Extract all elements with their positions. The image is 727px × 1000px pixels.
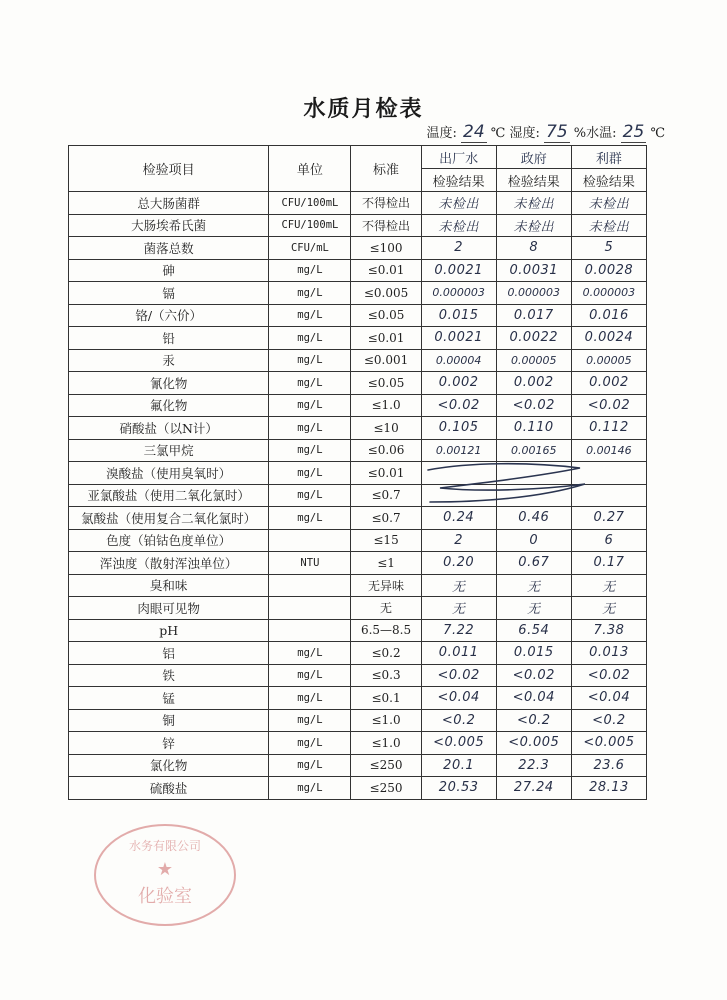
item-name-cell: 镉: [69, 282, 269, 305]
result-cell: 无: [496, 597, 571, 620]
result-cell: 0.015: [421, 304, 496, 327]
result-cell: 0.00165: [496, 439, 571, 462]
result-cell: 28.13: [571, 777, 646, 800]
table-row: [69, 507, 647, 530]
standard-cell: ≤1: [351, 552, 421, 575]
result-cell: 0.016: [571, 304, 646, 327]
standard-cell: ≤0.001: [351, 349, 421, 372]
result-cell: 23.6: [571, 754, 646, 777]
humidity-value: 75: [546, 122, 568, 142]
header-site-outlet: 出厂水: [421, 146, 496, 169]
unit-cell: mg/L: [269, 642, 351, 665]
item-name-cell: 铝: [69, 642, 269, 665]
item-name-cell: 硝酸盐（以N计）: [69, 417, 269, 440]
result-cell: <0.02: [571, 664, 646, 687]
test-conditions: [426, 122, 665, 143]
result-cell: 0.000003: [496, 282, 571, 305]
item-name-cell: 锰: [69, 687, 269, 710]
standard-cell: ≤0.06: [351, 439, 421, 462]
result-cell: 0.002: [421, 372, 496, 395]
table-row: [69, 282, 647, 305]
water-temperature-unit: ℃: [650, 126, 665, 141]
result-cell: 0.20: [421, 552, 496, 575]
standard-cell: ≤0.7: [351, 507, 421, 530]
table-header-row: [69, 146, 647, 169]
table-row: [69, 529, 647, 552]
result-cell: 未检出: [571, 192, 646, 215]
unit-cell: [269, 597, 351, 620]
item-name-cell: pH: [69, 619, 269, 642]
result-cell: <0.02: [421, 664, 496, 687]
water-temperature-value: 25: [622, 122, 645, 142]
unit-cell: mg/L: [269, 439, 351, 462]
result-cell: <0.02: [571, 394, 646, 417]
result-cell: <0.04: [571, 687, 646, 710]
result-cell: <0.04: [421, 687, 496, 710]
result-cell: <0.02: [496, 394, 571, 417]
standard-cell: ≤0.05: [351, 372, 421, 395]
standard-cell: ≤100: [351, 237, 421, 260]
item-name-cell: 铁: [69, 664, 269, 687]
result-cell: 7.22: [421, 619, 496, 642]
item-name-cell: 三氯甲烷: [69, 439, 269, 462]
standard-cell: ≤0.2: [351, 642, 421, 665]
standard-cell: ≤1.0: [351, 732, 421, 755]
unit-cell: mg/L: [269, 484, 351, 507]
result-cell: 0.67: [496, 552, 571, 575]
result-cell: 0.00005: [571, 349, 646, 372]
result-cell: 2: [421, 529, 496, 552]
item-name-cell: 砷: [69, 259, 269, 282]
unit-cell: mg/L: [269, 349, 351, 372]
item-name-cell: 肉眼可见物: [69, 597, 269, 620]
standard-cell: ≤250: [351, 754, 421, 777]
table-row: [69, 259, 647, 282]
unit-cell: mg/L: [269, 259, 351, 282]
result-cell: 0.013: [571, 642, 646, 665]
result-cell: 无: [571, 574, 646, 597]
item-name-cell: 氟化物: [69, 394, 269, 417]
result-cell: 6: [571, 529, 646, 552]
result-cell: <0.2: [571, 709, 646, 732]
header-result-1: 检验结果: [421, 169, 496, 192]
result-cell: 0.011: [421, 642, 496, 665]
table-row: [69, 327, 647, 350]
unit-cell: NTU: [269, 552, 351, 575]
result-cell: 0.0021: [421, 259, 496, 282]
result-cell: 0: [496, 529, 571, 552]
result-cell: 未检出: [496, 214, 571, 237]
result-cell: 0.00121: [421, 439, 496, 462]
standard-cell: ≤0.01: [351, 327, 421, 350]
result-cell: 20.1: [421, 754, 496, 777]
result-cell: 0.46: [496, 507, 571, 530]
result-cell: 0.00146: [571, 439, 646, 462]
result-cell: 0.0031: [496, 259, 571, 282]
standard-cell: ≤1.0: [351, 394, 421, 417]
standard-cell: ≤0.005: [351, 282, 421, 305]
item-name-cell: 色度（铂钴色度单位）: [69, 529, 269, 552]
temperature-unit: ℃: [490, 126, 506, 141]
header-site-government: 政府: [496, 146, 571, 169]
header-result-2: 检验结果: [496, 169, 571, 192]
unit-cell: mg/L: [269, 777, 351, 800]
result-cell: 0.00004: [421, 349, 496, 372]
result-cell: <0.2: [421, 709, 496, 732]
header-site-liqun: 利群: [571, 146, 646, 169]
item-name-cell: 锌: [69, 732, 269, 755]
unit-cell: mg/L: [269, 709, 351, 732]
result-cell: 未检出: [496, 192, 571, 215]
unit-cell: mg/L: [269, 417, 351, 440]
unit-cell: mg/L: [269, 372, 351, 395]
table-row: [69, 597, 647, 620]
unit-cell: mg/L: [269, 282, 351, 305]
result-cell: 0.0028: [571, 259, 646, 282]
unit-cell: mg/L: [269, 732, 351, 755]
svg-text:水务有限公司: 水务有限公司: [128, 839, 202, 853]
table-row: [69, 349, 647, 372]
result-cell: <0.005: [571, 732, 646, 755]
standard-cell: 无异味: [351, 574, 421, 597]
result-cell: 6.54: [496, 619, 571, 642]
table-row: [69, 237, 647, 260]
result-cell: 0.002: [496, 372, 571, 395]
result-cell: 0.017: [496, 304, 571, 327]
standard-cell: 无: [351, 597, 421, 620]
table-row: [69, 574, 647, 597]
result-cell: <0.2: [496, 709, 571, 732]
result-cell: 未检出: [571, 214, 646, 237]
result-cell: <0.005: [496, 732, 571, 755]
result-cell: 0.112: [571, 417, 646, 440]
result-cell: 0.0022: [496, 327, 571, 350]
unit-cell: CFU/100mL: [269, 192, 351, 215]
item-name-cell: 总大肠菌群: [69, 192, 269, 215]
result-cell: 无: [571, 597, 646, 620]
unit-cell: mg/L: [269, 462, 351, 485]
result-cell: <0.02: [496, 664, 571, 687]
unit-cell: mg/L: [269, 754, 351, 777]
standard-cell: ≤1.0: [351, 709, 421, 732]
result-cell: 22.3: [496, 754, 571, 777]
unit-cell: [269, 619, 351, 642]
result-cell: 0.0024: [571, 327, 646, 350]
unit-cell: [269, 574, 351, 597]
water-temperature-label: %水温:: [573, 126, 617, 141]
result-cell: 5: [571, 237, 646, 260]
item-name-cell: 大肠埃希氏菌: [69, 214, 269, 237]
standard-cell: 不得检出: [351, 214, 421, 237]
unit-cell: CFU/mL: [269, 237, 351, 260]
result-cell: <0.04: [496, 687, 571, 710]
table-row: [69, 372, 647, 395]
item-name-cell: 溴酸盐（使用臭氧时）: [69, 462, 269, 485]
temperature-label: 温度:: [426, 126, 457, 141]
standard-cell: ≤15: [351, 529, 421, 552]
table-row: [69, 754, 647, 777]
header-result-3: 检验结果: [571, 169, 646, 192]
item-name-cell: 浑浊度（散射浑浊单位）: [69, 552, 269, 575]
result-cell: 未检出: [421, 192, 496, 215]
standard-cell: ≤250: [351, 777, 421, 800]
void-strike-mark: [420, 458, 590, 508]
result-cell: 0.105: [421, 417, 496, 440]
result-cell: 20.53: [421, 777, 496, 800]
header-standard: 标准: [351, 146, 421, 192]
table-row: [69, 394, 647, 417]
table-row: [69, 192, 647, 215]
header-item: 检验项目: [69, 146, 269, 192]
result-cell: 无: [496, 574, 571, 597]
unit-cell: mg/L: [269, 394, 351, 417]
unit-cell: [269, 529, 351, 552]
unit-cell: mg/L: [269, 507, 351, 530]
result-cell: 未检出: [421, 214, 496, 237]
seal-stamp: [90, 820, 240, 930]
table-row: [69, 709, 647, 732]
result-cell: 无: [421, 597, 496, 620]
table-row: [69, 619, 647, 642]
table-row: [69, 732, 647, 755]
unit-cell: CFU/100mL: [269, 214, 351, 237]
table-row: [69, 687, 647, 710]
item-name-cell: 亚氯酸盐（使用二氧化氯时）: [69, 484, 269, 507]
standard-cell: ≤0.05: [351, 304, 421, 327]
unit-cell: mg/L: [269, 327, 351, 350]
result-cell: 0.00005: [496, 349, 571, 372]
item-name-cell: 氰化物: [69, 372, 269, 395]
unit-cell: mg/L: [269, 664, 351, 687]
standard-cell: ≤0.01: [351, 462, 421, 485]
table-row: [69, 214, 647, 237]
result-cell: 0.002: [571, 372, 646, 395]
result-cell: 0.24: [421, 507, 496, 530]
standard-cell: ≤10: [351, 417, 421, 440]
item-name-cell: 汞: [69, 349, 269, 372]
item-name-cell: 菌落总数: [69, 237, 269, 260]
table-row: [69, 642, 647, 665]
standard-cell: 不得检出: [351, 192, 421, 215]
item-name-cell: 铜: [69, 709, 269, 732]
item-name-cell: 硫酸盐: [69, 777, 269, 800]
item-name-cell: 铬/（六价）: [69, 304, 269, 327]
table-row: [69, 777, 647, 800]
result-cell: 8: [496, 237, 571, 260]
table-row: [69, 417, 647, 440]
standard-cell: ≤0.3: [351, 664, 421, 687]
result-cell: 0.17: [571, 552, 646, 575]
result-cell: <0.02: [421, 394, 496, 417]
result-cell: <0.005: [421, 732, 496, 755]
item-name-cell: 臭和味: [69, 574, 269, 597]
result-cell: 27.24: [496, 777, 571, 800]
item-name-cell: 氯酸盐（使用复合二氧化氯时）: [69, 507, 269, 530]
result-cell: 0.000003: [421, 282, 496, 305]
header-unit: 单位: [269, 146, 351, 192]
result-cell: 0.110: [496, 417, 571, 440]
unit-cell: mg/L: [269, 304, 351, 327]
result-cell: 0.27: [571, 507, 646, 530]
result-cell: 7.38: [571, 619, 646, 642]
page-title: 水质月检表: [303, 96, 424, 122]
standard-cell: ≤0.1: [351, 687, 421, 710]
item-name-cell: 铅: [69, 327, 269, 350]
result-cell: 0.015: [496, 642, 571, 665]
item-name-cell: 氯化物: [69, 754, 269, 777]
result-cell: 0.000003: [571, 282, 646, 305]
standard-cell: ≤0.7: [351, 484, 421, 507]
result-cell: 无: [421, 574, 496, 597]
standard-cell: ≤0.01: [351, 259, 421, 282]
temperature-value: 24: [463, 122, 485, 142]
table-row: [69, 304, 647, 327]
result-cell: 0.0021: [421, 327, 496, 350]
result-cell: 2: [421, 237, 496, 260]
svg-text:★: ★: [156, 859, 174, 880]
svg-text:化验室: 化验室: [138, 886, 192, 907]
humidity-label: 湿度:: [509, 126, 540, 141]
unit-cell: mg/L: [269, 687, 351, 710]
table-row: [69, 552, 647, 575]
standard-cell: 6.5—8.5: [351, 619, 421, 642]
table-row: [69, 664, 647, 687]
